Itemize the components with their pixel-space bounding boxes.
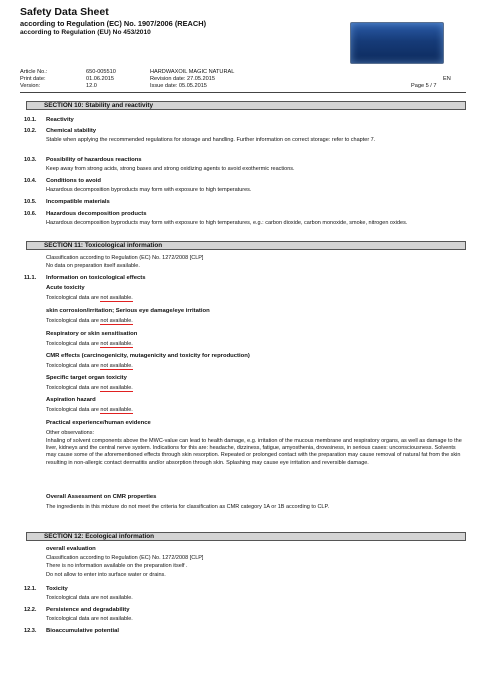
practical-experience-heading: Practical experience/human evidence <box>46 420 151 426</box>
section-10-header: SECTION 10: Stability and reactivity <box>26 101 466 110</box>
print-date-label: Print date: <box>20 76 46 82</box>
overall-line-2: There is no information available on the preparation itself . <box>46 563 188 569</box>
persistence-heading: Persistence and degradability <box>46 607 130 613</box>
item-number: 10.4. <box>24 178 37 184</box>
chemical-stability-heading: Chemical stability <box>46 128 97 134</box>
effect-data-line: Toxicological data are not available. <box>46 363 133 369</box>
revision-date: Revision date: 27.05.2015 <box>150 76 215 82</box>
toxicity-heading: Toxicity <box>46 586 68 592</box>
item-number: 10.1. <box>24 117 37 123</box>
item-number: 11.1. <box>24 275 37 281</box>
not-available-marked: not available. <box>100 363 133 369</box>
section-11-header: SECTION 11: Toxicological information <box>26 241 466 250</box>
article-value: 650-005510 <box>86 69 116 75</box>
section-12-header: SECTION 12: Ecological information <box>26 532 466 541</box>
effect-data-line: Toxicological data are not available. <box>46 295 133 301</box>
bioaccumulative-heading: Bioaccumulative potential <box>46 628 119 634</box>
item-number: 10.3. <box>24 157 37 163</box>
conditions-avoid-text: Hazardous decomposition byproducts may form with exposure to high temperatures. <box>46 187 252 193</box>
overall-line-1: Classification according to Regulation (EC) No. 1272/2008 [CLP] <box>46 555 204 561</box>
hazardous-reactions-text: Keep away from strong acids, strong bases and strong oxidizing agents to avoid exothermic reactions. <box>46 166 295 172</box>
toxicological-effects-heading: Information on toxicological effects <box>46 275 146 281</box>
article-label: Article No.: <box>20 69 48 75</box>
effect-data-line: Toxicological data are not available. <box>46 385 133 391</box>
not-available-marked: not available. <box>100 295 133 301</box>
not-available-marked: not available. <box>100 318 133 324</box>
no-data-note: No data on preparation itself available. <box>46 263 140 269</box>
practical-experience-text: Inhaling of solvent components above the MWC-value can lead to health damage, e.g. irritation of the mucous membrane and respiratory organs, as well as damage to the liver, kidneys and the central nerve system. Indications for this are: headache, dizziness, fatigue, amyosthenia, drowsiness, in serious cases: unconsciousness. Solvents may cause some of the aforementioned effects through skin resorption. Repeated or prolonged contact with the preparation may cause removal of natural fat from the skin resulting in non-allergic contact dermatitis and/or absorption through skin. Splashing may cause eye irritation and reversible damage. <box>46 438 462 466</box>
version-value: 12.0 <box>86 83 97 89</box>
target-organ-heading: Specific target organ toxicity <box>46 375 127 381</box>
effect-data-line: Toxicological data are not available. <box>46 407 133 413</box>
skin-corrosion-heading: skin corrosion/irritation; Serious eye damage/eye irritation <box>46 308 210 314</box>
aspiration-hazard-heading: Aspiration hazard <box>46 397 96 403</box>
regulation-reach: according to Regulation (EC) No. 1907/2006 (REACH) <box>20 19 207 28</box>
hazardous-reactions-heading: Possibility of hazardous reactions <box>46 157 142 163</box>
toxicity-text: Toxicological data are not available. <box>46 595 133 601</box>
product-name: HARDWAXOIL MAGIC NATURAL <box>150 69 235 75</box>
issue-date: Issue date: 05.05.2015 <box>150 83 207 89</box>
effect-data-line: Toxicological data are not available. <box>46 341 133 347</box>
item-number: 12.3. <box>24 628 37 634</box>
overall-evaluation-heading: overall evaluation <box>46 546 96 552</box>
item-number: 10.2. <box>24 128 37 134</box>
cmr-assessment-heading: Overall Assessment on CMR properties <box>46 494 157 500</box>
reactivity-heading: Reactivity <box>46 117 74 123</box>
cmr-effects-heading: CMR effects (carcinogenicity, mutagenicity and toxicity for reproduction) <box>46 353 250 359</box>
acute-toxicity-heading: Acute toxicity <box>46 285 85 291</box>
not-available-marked: not available. <box>100 407 133 413</box>
cmr-assessment-text: The ingredients in this mixture do not meet the criteria for classification as CMR category 1A or 1B according to CLP. <box>46 504 329 510</box>
page-number: Page 5 / 7 <box>411 83 437 89</box>
language-code: EN <box>443 76 451 82</box>
decomposition-products-text: Hazardous decomposition byproducts may form with exposure to high temperatures, e.g.: carbon dioxide, carbon monoxide, smoke, nitrogen oxides. <box>46 220 408 226</box>
overall-line-3: Do not allow to enter into surface water or drains. <box>46 572 166 578</box>
version-label: Version: <box>20 83 41 89</box>
chemical-stability-text: Stable when applying the recommended regulations for storage and handling. Further information on correct storage: refer to chapter 7. <box>46 137 376 143</box>
other-observations-label: Other observations: <box>46 430 94 436</box>
regulation-eu: according to Regulation (EU) No 453/2010 <box>20 29 151 36</box>
print-date-value: 01.06.2015 <box>86 76 114 82</box>
decomposition-products-heading: Hazardous decomposition products <box>46 211 147 217</box>
item-number: 10.6. <box>24 211 37 217</box>
incompatible-materials-heading: Incompatible materials <box>46 199 110 205</box>
item-number: 10.5. <box>24 199 37 205</box>
effect-data-line: Toxicological data are not available. <box>46 318 133 324</box>
item-number: 12.1. <box>24 586 37 592</box>
item-number: 12.2. <box>24 607 37 613</box>
product-logo <box>350 22 444 64</box>
header-divider <box>20 92 466 93</box>
not-available-marked: not available. <box>100 341 133 347</box>
not-available-marked: not available. <box>100 385 133 391</box>
document-title: Safety Data Sheet <box>20 6 109 18</box>
persistence-text: Toxicological data are not available. <box>46 616 133 622</box>
sensitisation-heading: Respiratory or skin sensitisation <box>46 331 138 337</box>
clp-classification: Classification according to Regulation (EC) No. 1272/2008 [CLP] <box>46 255 204 261</box>
conditions-avoid-heading: Conditions to avoid <box>46 178 101 184</box>
